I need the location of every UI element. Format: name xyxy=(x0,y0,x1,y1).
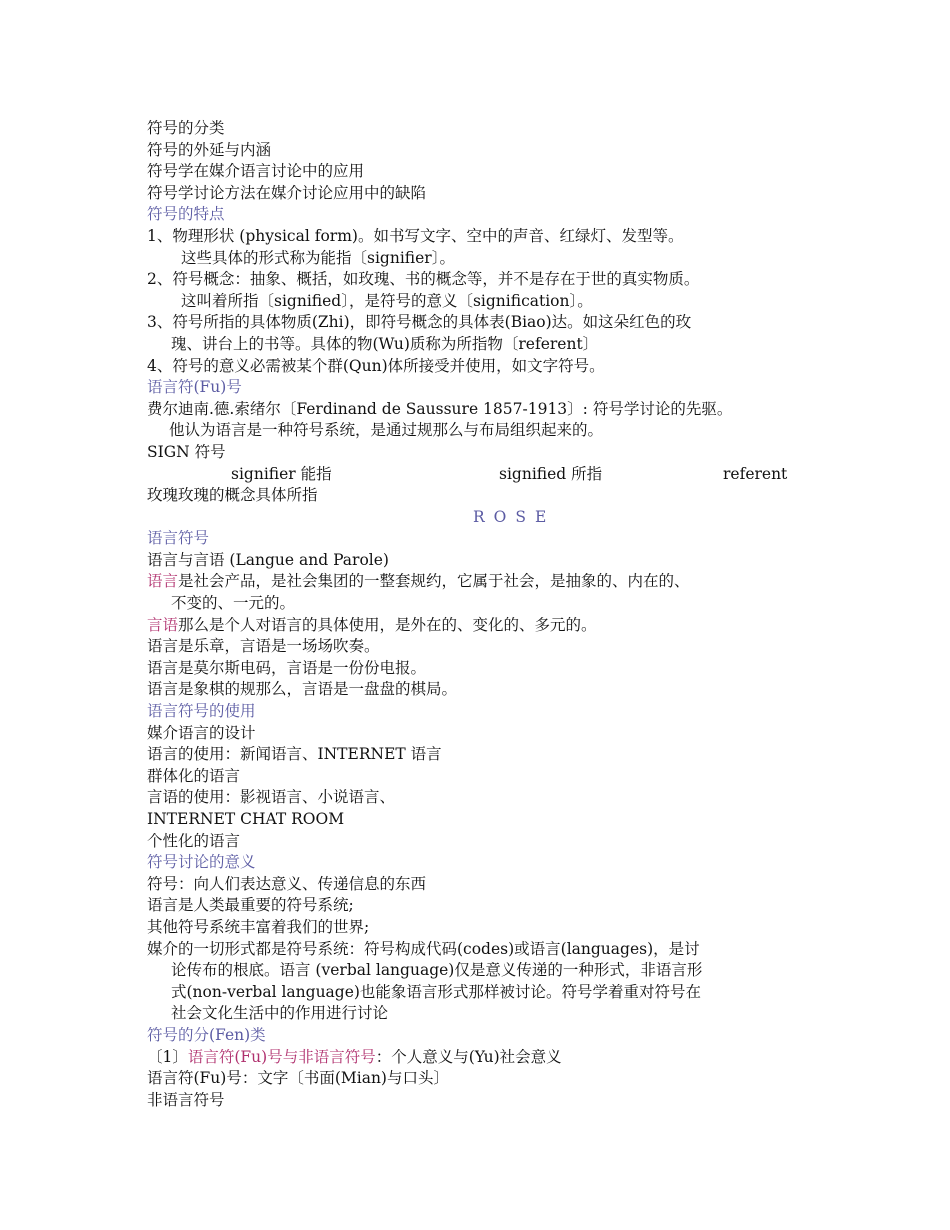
classification-item-1 xyxy=(147,1047,827,1069)
saussure-line-2: 他认为语言是一种符号系统，是通过规那么与布局组织起来的。 xyxy=(169,421,604,440)
parole-term: 言语 xyxy=(147,615,179,634)
section-heading-linguistic-sign: 语言符(Fu)号 xyxy=(147,378,242,397)
classification-item-2: 语言符(Fu)号：文字〔书面(Mian)与口头〕 xyxy=(147,1069,449,1088)
outline-item-classification: 符号的分类 xyxy=(147,119,225,137)
feature-2-line-1: 2、符号概念：抽象、概括，如玫瑰、书的概念等，并不是存在于世的真实物质。 xyxy=(147,270,700,289)
feature-4: 4、符号的意义必需被某个群(Qun)体所接受并使用，如文字符号。 xyxy=(147,356,605,375)
outline-item-defects: 符号学讨论方法在媒介讨论应用中的缺陷 xyxy=(147,183,427,202)
metaphor-chess: 语言是象棋的规那么，言语是一盘盘的棋局。 xyxy=(147,680,458,699)
section-heading-significance: 符号讨论的意义 xyxy=(147,853,256,872)
classification-item-1-term: 语言符(Fu)号与非语言符号 xyxy=(187,1047,376,1066)
significance-item-4-line-1: 媒介的一切形式都是符号系统：符号构成代码(codes)或语言(languages)，是讨 xyxy=(147,939,700,958)
classification-item-1-text: ：个人意义与(Yu)社会意义 xyxy=(375,1047,562,1066)
section-heading-features: 符号的特点 xyxy=(147,205,225,224)
langue-definition-line-1 xyxy=(147,571,827,593)
signifier-label: signifier 能指 xyxy=(231,464,332,483)
significance-item-3: 其他符号系统丰富着我们的世界; xyxy=(147,917,370,936)
rose-word: ROSE xyxy=(473,507,556,526)
metaphor-morse: 语言是莫尔斯电码，言语是一份份电报。 xyxy=(147,658,427,677)
outline-item-application: 符号学在媒介语言讨论中的应用 xyxy=(147,162,365,181)
significance-item-2: 语言是人类最重要的符号系统; xyxy=(147,896,354,915)
usage-item-3: 群体化的语言 xyxy=(147,766,241,785)
classification-item-3: 非语言符号 xyxy=(147,1090,225,1109)
saussure-line-1: 费尔迪南.德.索绪尔〔Ferdinand de Saussure 1857-1913〕: 符号学讨论的先驱。 xyxy=(147,399,733,418)
usage-item-2: 语言的使用：新闻语言、INTERNET 语言 xyxy=(147,745,442,764)
signified-label: signified 所指 xyxy=(499,464,603,483)
usage-item-1: 媒介语言的设计 xyxy=(147,723,256,742)
usage-item-4: 言语的使用：影视语言、小说语言、 xyxy=(147,788,396,807)
usage-item-6: 个性化的语言 xyxy=(147,831,241,850)
langue-definition-line-2: 不变的、一元的。 xyxy=(171,594,296,613)
significance-item-4-line-4: 社会文化生活中的作用进行讨论 xyxy=(171,1004,389,1023)
feature-3-line-1: 3、符号所指的具体物质(Zhi)，即符号概念的具体表(Biao)达。如这朵红色的玫 xyxy=(147,313,692,332)
section-heading-classification: 符号的分(Fen)类 xyxy=(147,1025,266,1044)
langue-parole-title: 语言与言语 (Langue and Parole) xyxy=(147,550,389,569)
significance-item-1: 符号：向人们表达意义、传递信息的东西 xyxy=(147,874,427,893)
parole-definition-text: 那么是个人对语言的具体使用，是外在的、变化的、多元的。 xyxy=(178,615,597,634)
classification-item-1-number: 〔1〕 xyxy=(147,1047,188,1066)
parole-definition xyxy=(147,615,827,637)
usage-item-5: INTERNET CHAT ROOM xyxy=(147,810,345,828)
outline-item-extension: 符号的外延与内涵 xyxy=(147,140,272,159)
feature-2-line-2: 这叫着所指〔signified〕，是符号的意义〔signification〕。 xyxy=(181,291,593,310)
metaphor-music: 语言是乐章，言语是一场场吹奏。 xyxy=(147,637,380,656)
feature-1-line-2: 这些具体的形式称为能指〔signifier〕。 xyxy=(181,248,455,267)
referent-label: referent xyxy=(723,464,788,483)
feature-1-line-1: 1、物理形状 (physical form)。如书写文字、空中的声音、红绿灯、发型等。 xyxy=(147,226,684,245)
significance-item-4-line-3: 式(non-verbal language)也能象语言形式那样被讨论。符号学着重对符号在 xyxy=(171,982,701,1001)
sign-label: SIGN 符号 xyxy=(147,442,226,461)
feature-3-line-2: 瑰、讲台上的书等。具体的物(Wu)质称为所指物〔referent〕 xyxy=(171,334,599,353)
document-body xyxy=(147,118,827,1111)
significance-item-4-line-2: 论传布的根底。语言 (verbal language)仅是意义传递的一种形式，非语言形 xyxy=(171,961,703,980)
section-heading-language-sign: 语言符号 xyxy=(147,529,210,548)
sign-components-row xyxy=(147,464,827,486)
langue-term: 语言 xyxy=(147,572,179,591)
rose-examples: 玫瑰玫瑰的概念具体所指 xyxy=(147,486,318,505)
section-heading-sign-usage: 语言符号的使用 xyxy=(147,702,256,721)
langue-definition-text: 是社会产品，是社会集团的一整套规约，它属于社会，是抽象的、内在的、 xyxy=(178,572,690,591)
